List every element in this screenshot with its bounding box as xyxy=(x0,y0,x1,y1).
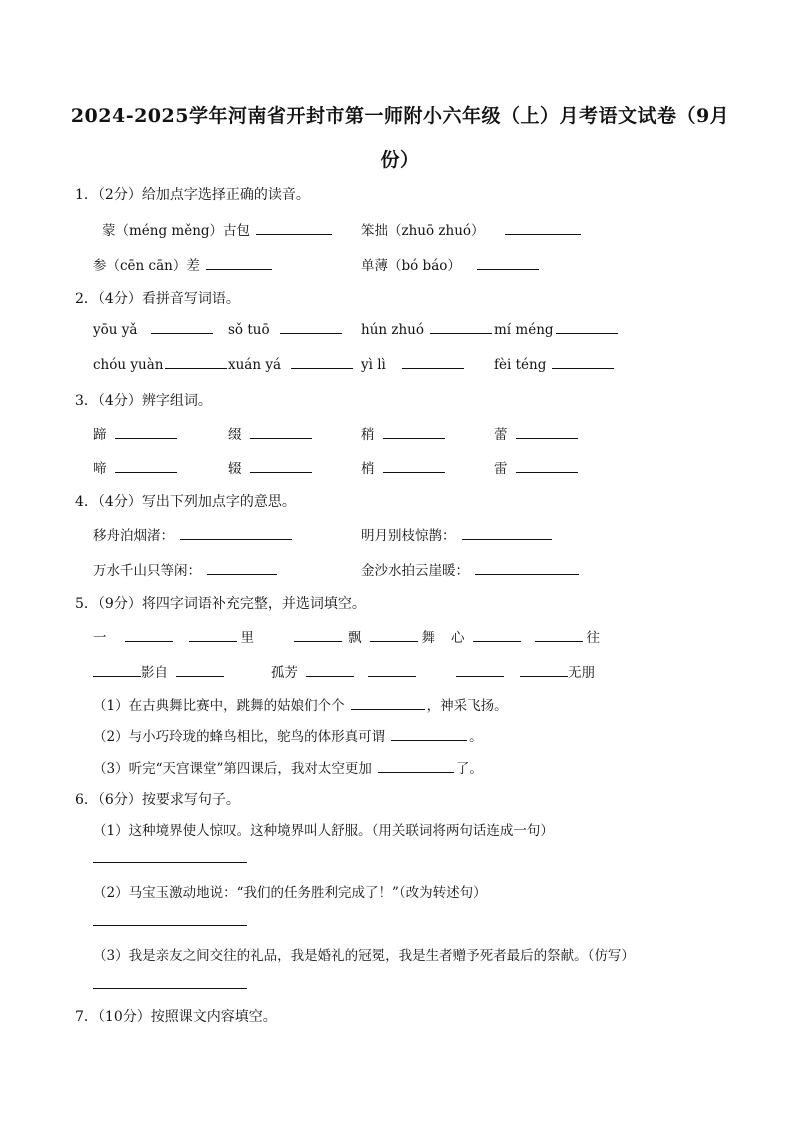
pinyin-label: sǒ tuō xyxy=(228,322,270,338)
idiom-char: 一 xyxy=(93,630,107,646)
answer-blank[interactable] xyxy=(189,629,237,642)
q5-idiom-4 xyxy=(93,661,224,681)
q5-sub-2 xyxy=(93,725,483,745)
pinyin-label: mí méng xyxy=(494,322,554,338)
answer-blank[interactable] xyxy=(351,697,425,710)
answer-blank[interactable] xyxy=(505,222,581,235)
pinyin-label: hún zhuó xyxy=(361,322,425,338)
answer-blank[interactable] xyxy=(473,629,521,642)
char-label: 啼 xyxy=(93,461,107,477)
q3-item xyxy=(494,423,578,443)
char-label: 缀 xyxy=(228,427,242,443)
question-3-heading: 3．（4分）辨字组词。 xyxy=(75,393,212,409)
q2-item xyxy=(494,321,618,338)
q2-item xyxy=(93,321,213,338)
q5-idiom-6 xyxy=(456,661,595,681)
answer-blank[interactable] xyxy=(93,664,141,677)
answer-line[interactable] xyxy=(93,925,247,926)
poem-line-label: 移舟泊烟渚： xyxy=(93,528,174,544)
q4-item xyxy=(361,559,579,579)
q1-item-4 xyxy=(361,254,539,274)
char-label: 稍 xyxy=(361,427,375,443)
q5-sub-1 xyxy=(93,694,508,714)
question-2-heading: 2．（4分）看拼音写词语。 xyxy=(75,291,240,307)
answer-blank[interactable] xyxy=(520,664,568,677)
q3-item xyxy=(93,457,177,477)
q2-item xyxy=(494,356,614,373)
answer-blank[interactable] xyxy=(535,629,583,642)
q2-item xyxy=(93,356,227,373)
answer-blank[interactable] xyxy=(402,356,464,369)
answer-blank[interactable] xyxy=(207,562,277,575)
q6-sub-2: （2）马宝玉激动地说：“我们的任务胜利完成了！”（改为转述句） xyxy=(93,885,487,901)
answer-blank[interactable] xyxy=(165,356,227,369)
q3-item xyxy=(228,457,312,477)
q5-idiom-1 xyxy=(93,626,254,646)
poem-line-label: 万水千山只等闲： xyxy=(93,563,201,579)
q6-sub-1: （1）这种境界使人惊叹。这种境界叫人舒服。（用关联词将两句话连成一句） xyxy=(93,823,554,839)
q4-item xyxy=(93,524,292,544)
question-1-heading: 1．（2分）给加点字选择正确的读音。 xyxy=(75,187,310,203)
q3-item xyxy=(228,423,312,443)
answer-blank[interactable] xyxy=(430,321,492,334)
q1-item-2-text: 笨拙（zhuō zhuó） xyxy=(361,223,485,239)
q5-idiom-3 xyxy=(451,626,600,646)
q3-item xyxy=(494,457,578,477)
q1-item-3-text: 参（cēn cān）差 xyxy=(93,258,200,274)
answer-blank[interactable] xyxy=(378,760,454,773)
answer-blank[interactable] xyxy=(475,562,579,575)
sub-text: （2）与小巧玲珑的蜂鸟相比，鸵鸟的体形真可谓 xyxy=(93,729,386,745)
sub-text: 了。 xyxy=(455,761,483,777)
q5-idiom-2 xyxy=(294,626,435,646)
answer-blank[interactable] xyxy=(256,222,332,235)
pinyin-label: xuán yá xyxy=(228,357,282,373)
answer-blank[interactable] xyxy=(456,664,504,677)
char-label: 蹄 xyxy=(93,427,107,443)
pinyin-label: yì lì xyxy=(361,357,386,373)
sub-text: 。 xyxy=(469,729,483,745)
q4-item xyxy=(93,559,277,579)
answer-blank[interactable] xyxy=(151,321,213,334)
q1-item-4-text: 单薄（bó báo） xyxy=(361,258,461,274)
idiom-char: 往 xyxy=(586,630,600,646)
answer-blank[interactable] xyxy=(383,460,445,473)
answer-blank[interactable] xyxy=(556,321,618,334)
question-6-heading: 6．（6分）按要求写句子。 xyxy=(75,792,240,808)
q4-item xyxy=(361,524,552,544)
answer-blank[interactable] xyxy=(477,257,539,270)
q3-item xyxy=(361,457,445,477)
question-7-heading: 7．（10分）按照课文内容填空。 xyxy=(75,1009,277,1025)
poem-line-label: 明月别枝惊鹊： xyxy=(361,528,456,544)
answer-blank[interactable] xyxy=(115,460,177,473)
idiom-char: 影自 xyxy=(141,665,168,681)
answer-blank[interactable] xyxy=(306,664,354,677)
q5-idiom-5 xyxy=(271,661,416,681)
idiom-char: 舞 xyxy=(421,630,435,646)
q1-item-1-text: 蒙（méng měng）古包 xyxy=(102,223,251,239)
answer-blank[interactable] xyxy=(383,426,445,439)
answer-blank[interactable] xyxy=(291,356,353,369)
answer-blank[interactable] xyxy=(180,527,292,540)
q6-sub-3: （3）我是亲友之间交往的礼品，我是婚礼的冠冕，我是生者赠予死者最后的祭献。（仿写） xyxy=(93,948,635,964)
q2-item xyxy=(228,321,342,338)
pinyin-label: yōu yǎ xyxy=(93,322,138,338)
sub-text: ，神采飞扬。 xyxy=(426,698,508,714)
exam-title-line1: 2024-2025学年河南省开封市第一师附小六年级（上）月考语文试卷（9月 xyxy=(70,105,730,127)
sub-text: （3）听完“天宫课堂”第四课后，我对太空更加 xyxy=(93,761,372,777)
q3-item xyxy=(93,423,177,443)
answer-blank[interactable] xyxy=(125,629,173,642)
answer-blank[interactable] xyxy=(462,527,552,540)
answer-blank[interactable] xyxy=(516,426,578,439)
answer-blank[interactable] xyxy=(115,426,177,439)
q2-item xyxy=(361,356,464,373)
answer-blank[interactable] xyxy=(206,257,272,270)
answer-blank[interactable] xyxy=(552,356,614,369)
q1-item-1 xyxy=(102,219,332,239)
answer-blank[interactable] xyxy=(391,728,467,741)
answer-blank[interactable] xyxy=(294,629,342,642)
idiom-char: 心 xyxy=(451,630,465,646)
idiom-char: 无朋 xyxy=(568,665,595,681)
q2-item xyxy=(361,321,492,338)
idiom-char: 飘 xyxy=(348,630,362,646)
idiom-char: 里 xyxy=(240,630,254,646)
question-4-heading: 4．（4分）写出下列加点字的意思。 xyxy=(75,494,296,510)
poem-line-label: 金沙水拍云崖暖： xyxy=(361,563,469,579)
answer-blank[interactable] xyxy=(280,321,342,334)
exam-title-line2: 份） xyxy=(380,149,420,171)
q1-item-3 xyxy=(93,254,272,274)
answer-blank[interactable] xyxy=(250,460,312,473)
char-label: 雷 xyxy=(494,461,508,477)
answer-blank[interactable] xyxy=(370,629,418,642)
idiom-char: 孤芳 xyxy=(271,665,298,681)
answer-line[interactable] xyxy=(93,988,247,989)
q3-item xyxy=(361,423,445,443)
sub-text: （1）在古典舞比赛中，跳舞的姑娘们个个 xyxy=(93,698,345,714)
answer-blank[interactable] xyxy=(516,460,578,473)
pinyin-label: fèi téng xyxy=(494,357,547,373)
q1-item-2 xyxy=(361,219,581,239)
q5-sub-3 xyxy=(93,757,483,777)
answer-blank[interactable] xyxy=(368,664,416,677)
pinyin-label: chóu yuàn xyxy=(93,357,164,373)
question-5-heading: 5．（9分）将四字词语补充完整，并选词填空。 xyxy=(75,596,366,612)
answer-line[interactable] xyxy=(93,862,247,863)
answer-blank[interactable] xyxy=(176,664,224,677)
char-label: 蕾 xyxy=(494,427,508,443)
char-label: 辍 xyxy=(228,461,242,477)
answer-blank[interactable] xyxy=(250,426,312,439)
q2-item xyxy=(228,356,353,373)
char-label: 梢 xyxy=(361,461,375,477)
